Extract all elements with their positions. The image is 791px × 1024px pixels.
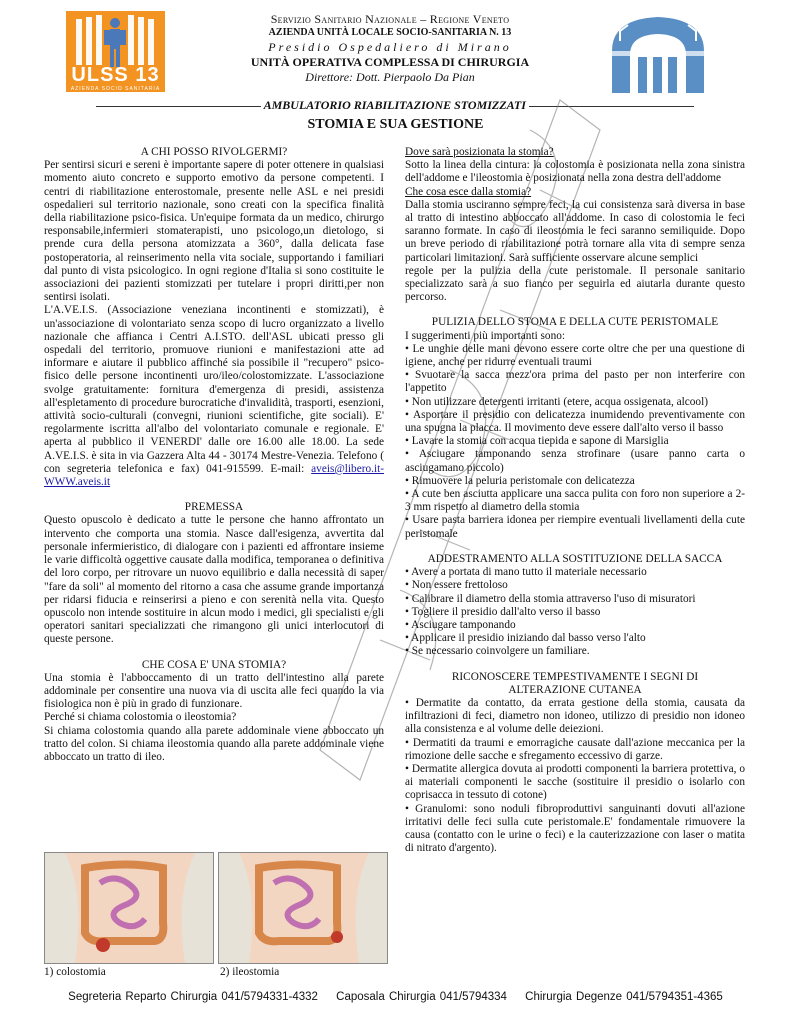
health-service-line: Servizio Sanitario Nazionale – Regione Veneto	[270, 12, 510, 26]
director-line: Direttore: Dott. Pierpaolo Da Pian	[305, 69, 475, 84]
ulss13-logo	[66, 11, 165, 92]
list-item: • Se necessario coinvolgere un familiare.	[405, 645, 590, 658]
section-title-pulizia: PULIZIA DELLO STOMA E DELLA CUTE PERISTOMALE	[431, 316, 719, 329]
section-title-alterazione-2: ALTERAZIONE CUTANEA	[508, 683, 642, 696]
institution-block	[180, 12, 600, 85]
document-title: STOMIA E SUA GESTIONE	[307, 117, 484, 132]
question-position: Dove sarà posizionata la stomia?	[405, 146, 554, 158]
list-item: • Applicare il presidio iniziando dal basso verso l'alto	[405, 632, 646, 645]
footer-contacts	[0, 991, 791, 1003]
list-item: • A cute ben asciutta applicare una sacca pulita con foro non superiore a 2-3 mm rispetto al diametro della stomia	[405, 488, 745, 514]
list-item: • Asportare il presidio con delicatezza inumidendo preventivamente con una spugna la placca. Il movimento deve essere dall'alto verso il basso	[405, 408, 745, 435]
answer-output: Dalla stomia usciranno sempre feci, la cui consistenza sarà diversa in base al tratto di intestino abboccato all'addome. In caso di colostomia le feci saranno formate. In caso di ileostomia le feci saranno semiliquide. Dopo un breve periodo di riabilitazione potrà tornare alla vita di sempre senza particolari limitazioni. Sarà sufficiente osservare alcune semplici	[405, 198, 745, 264]
list-item: • Dermatiti da traumi e emorragiche causate dall'azione meccanica per la rimozione delle sacche e sfregamento eccessivo di garze.	[405, 736, 745, 762]
aveis-email-link[interactable]: aveis@libero.it-WWW.aveis.it	[44, 462, 384, 489]
colostomy-illustration-icon	[45, 853, 213, 963]
section-title-alterazione-1: RICONOSCERE TEMPESTIVAMENTE I SEGNI DI	[451, 670, 699, 683]
footer-segreteria: Segreteria Reparto Chirurgia 041/5794331-4332	[68, 991, 318, 1003]
stomia-definition: Una stomia è l'abboccamento di un tratto dell'intestino alla parete addominale per consentire una nuova via di uscita alle feci quando la via fisiologica non è più in grado di funzionare.	[44, 671, 384, 711]
pulizia-intro: I suggerimenti più importanti sono:	[405, 329, 566, 342]
list-item: • Avere a portata di mano tutto il materiale necessario	[405, 566, 647, 579]
list-item: • Non essere frettoloso	[405, 579, 508, 592]
list-item: • Rimuovere la peluria peristomale con delicatezza	[405, 474, 635, 487]
logo-subtext: AZIENDA SOCIO SANITARIA	[70, 86, 161, 92]
list-item: • Dermatite allergica dovuta ai prodotti componenti la barriera protettiva, o ai materiali componenti le sacche (sostituire il presidio o isolarlo con coprisacca in tessuto di cotone)	[405, 762, 745, 802]
azienda-line: AZIENDA UNITÀ LOCALE SOCIO-SANITARIA N. 13	[268, 27, 512, 38]
section-title-premessa: PREMESSA	[184, 501, 244, 514]
hospital-arch-logo-icon	[608, 11, 708, 97]
list-item: • Asciugare tamponando senza strofinare (usare panno carta o asciugamano piccolo)	[405, 448, 745, 474]
ileostomy-illustration-icon	[219, 853, 387, 963]
list-item: • Non utilizzare detergenti irritanti (etere, acqua ossigenata, alcool)	[405, 395, 708, 408]
colostomy-figure	[44, 852, 214, 964]
list-item: • Lavare la stomia con acqua tiepida e sapone di Marsiglia	[405, 435, 669, 448]
list-item: • Granulomi: sono noduli fibroproduttivi sanguinanti dovuti all'azione irritativi delle feci sulla cute peristomale.E' fondamentale rimuovere la causa (contatto con le urine o feci) e la cauterizzazione con laser o matita di nitrato d'argento).	[405, 802, 745, 855]
aveis-text: L'A.VE.I.S. (Associazione veneziana incontinenti e stomizzati), è un'associazione di volontariato senza scopo di lucro organizzato a livello nazionale che affianca i Centri A.I.STO. dell'ASL ubicati presso gli ospedali del territorio, promuove riunioni e manifestazioni atte ad informare e aiutare il pubblico affinché sia possibile il "recupero" psico-fisico delle persone incontinenti uro/ileo/colostomizzate. L'associazione svolge gratuitamente: fornitura d'emergenza di presidi, assistenza all'espletamento di procedure burocratiche d'invalidità, trasporti, esenzioni, attività socio-culturali (convegni, riunioni scientifiche, gite sociali). E' regolarmente iscritta all'albo del volontariato comunale e regionale. E' aperta al pubblico il VENERDI' dalle ore 16.00 alle 18.00. La sede A.VE.I.S. è sita in via Gazzera Alta 44 - 30174 Mestre-Venezia. Telefono ( con segreteria telefonica e fax) 041-915599. E-mail:	[44, 304, 384, 475]
list-item: • Asciugare tamponando	[405, 618, 516, 631]
left-column	[44, 146, 384, 764]
list-item: • Calibrare il diametro della stomia attraverso l'uso di misuratori	[405, 592, 696, 605]
list-item: • Usare pasta barriera idonea per riempire eventuali livellamenti della cute peristomale	[405, 514, 745, 540]
footer-caposala: Caposala Chirurgia 041/5794334	[336, 991, 507, 1003]
right-column	[405, 146, 745, 855]
rule-left	[96, 106, 261, 107]
service-title	[90, 98, 700, 113]
section-title-contacts: A CHI POSSO RIVOLGERMI?	[140, 146, 288, 158]
stomia-question: Perché si chiama colostomia o ileostomia?	[44, 711, 237, 724]
footer-degenze: Chirurgia Degenze 041/5794351-4365	[525, 991, 723, 1003]
rule-right	[529, 106, 694, 107]
question-output: Che cosa esce dalla stomia?	[405, 185, 532, 198]
list-item: • Dermatite da contatto, da errata gestione della stomia, causata da infiltrazioni di feci, diametro non idoneo, utilizzo di presidio non idoneo alla consistenza e al volume delle deiezioni.	[405, 696, 745, 736]
list-item: • Svuotare la sacca mezz'ora prima del pasto per non interferire con l'appetito	[405, 369, 745, 395]
hospital-line: Presidio Ospedaliero di Mirano	[268, 39, 512, 54]
answer-output-cont: regole per la pulizia della cute peristomale. Il personale sanitario specializzato sarà a suo fianco per seguirla ed aiutarla durante questo percorso.	[405, 264, 745, 304]
contacts-paragraph-2	[44, 304, 384, 489]
ileostomy-figure	[218, 852, 388, 964]
list-item: • Togliere il presidio dall'alto verso il basso	[405, 605, 601, 618]
premessa-paragraph: Questo opuscolo è dedicato a tutte le persone che hanno affrontato un intervento che comporta una stomia. Nasce dall'esigenza, avvertita dal personale infermieristico, di dialogare con i pazienti ed affrontare insieme le varie difficoltà oggettive causate dalla modifica, temporanea o definitiva del loro corpo, per ritrovare un nuovo equilibrio e dalla necessità di saper "fare da soli" al momento del ritorno a casa che assume grande importanza per ridarsi fiducia e reinserirsi a pieno e con serenità nella vita. Questo opuscolo non intende sostituire in alcun modo i medici, gli specialisti e gli operatori sanitari specializzati che rimangono gli unici interlocutori di queste persone.	[44, 514, 384, 646]
stomia-types: Si chiama colostomia quando alla parete addominale viene abboccato un tratto del colon. Si chiama ileostomia quando alla parete addominale viene abboccato un tratto di ileo.	[44, 724, 384, 763]
list-item: • Le unghie delle mani devono essere corte oltre che per una questione di igiene, anche per ridurre eventuali traumi	[405, 342, 745, 369]
logo-text: ULSS 13	[71, 64, 160, 86]
section-title-addestramento: ADDESTRAMENTO ALLA SOSTITUZIONE DELLA SACCA	[427, 552, 723, 565]
section-title-stomia: CHE COSA E' UNA STOMIA?	[141, 658, 287, 671]
service-title-text: AMBULATORIO RIABILITAZIONE STOMIZZATI	[263, 98, 526, 112]
unit-line: UNITÀ OPERATIVA COMPLESSA DI CHIRURGIA	[250, 54, 530, 69]
caption-ileostomy: 2) ileostomia	[220, 966, 280, 978]
contacts-paragraph-1: Per sentirsi sicuri e sereni è importante sapere di poter ottenere in qualsiasi momento aiuto concreto e supporto emotivo da persone competenti. I centri di riabilitazione enterostomale, presente nelle ASL e nei presidi ospedalieri sul territorio nazionale, sono creati con la specifica finalità della riabilitazione psico-fisica. Un'equipe formata da un medico, chirurgo responsabile,infermieri stomaterapisti, uno psicologo,un dietologo, si prende cura della persona atomizzata a 360°, dalla delicata fase postoperatoria, al reinserimento nella vita sociale, supportando i familiari dal punto di vista psicologico. In ogni regione d'Italia si sono costituite le associazioni dei pazienti stomizzati per tutelare i propri diritti,per non sentirsi isolati.	[44, 159, 384, 304]
answer-position: Sotto la linea della cintura: la colostomia è posizionata nella zona sinistra dell'addome e l'ileostomia è posizionata nella zona destra dell'addome	[405, 159, 745, 185]
caption-colostomy: 1) colostomia	[44, 966, 106, 978]
